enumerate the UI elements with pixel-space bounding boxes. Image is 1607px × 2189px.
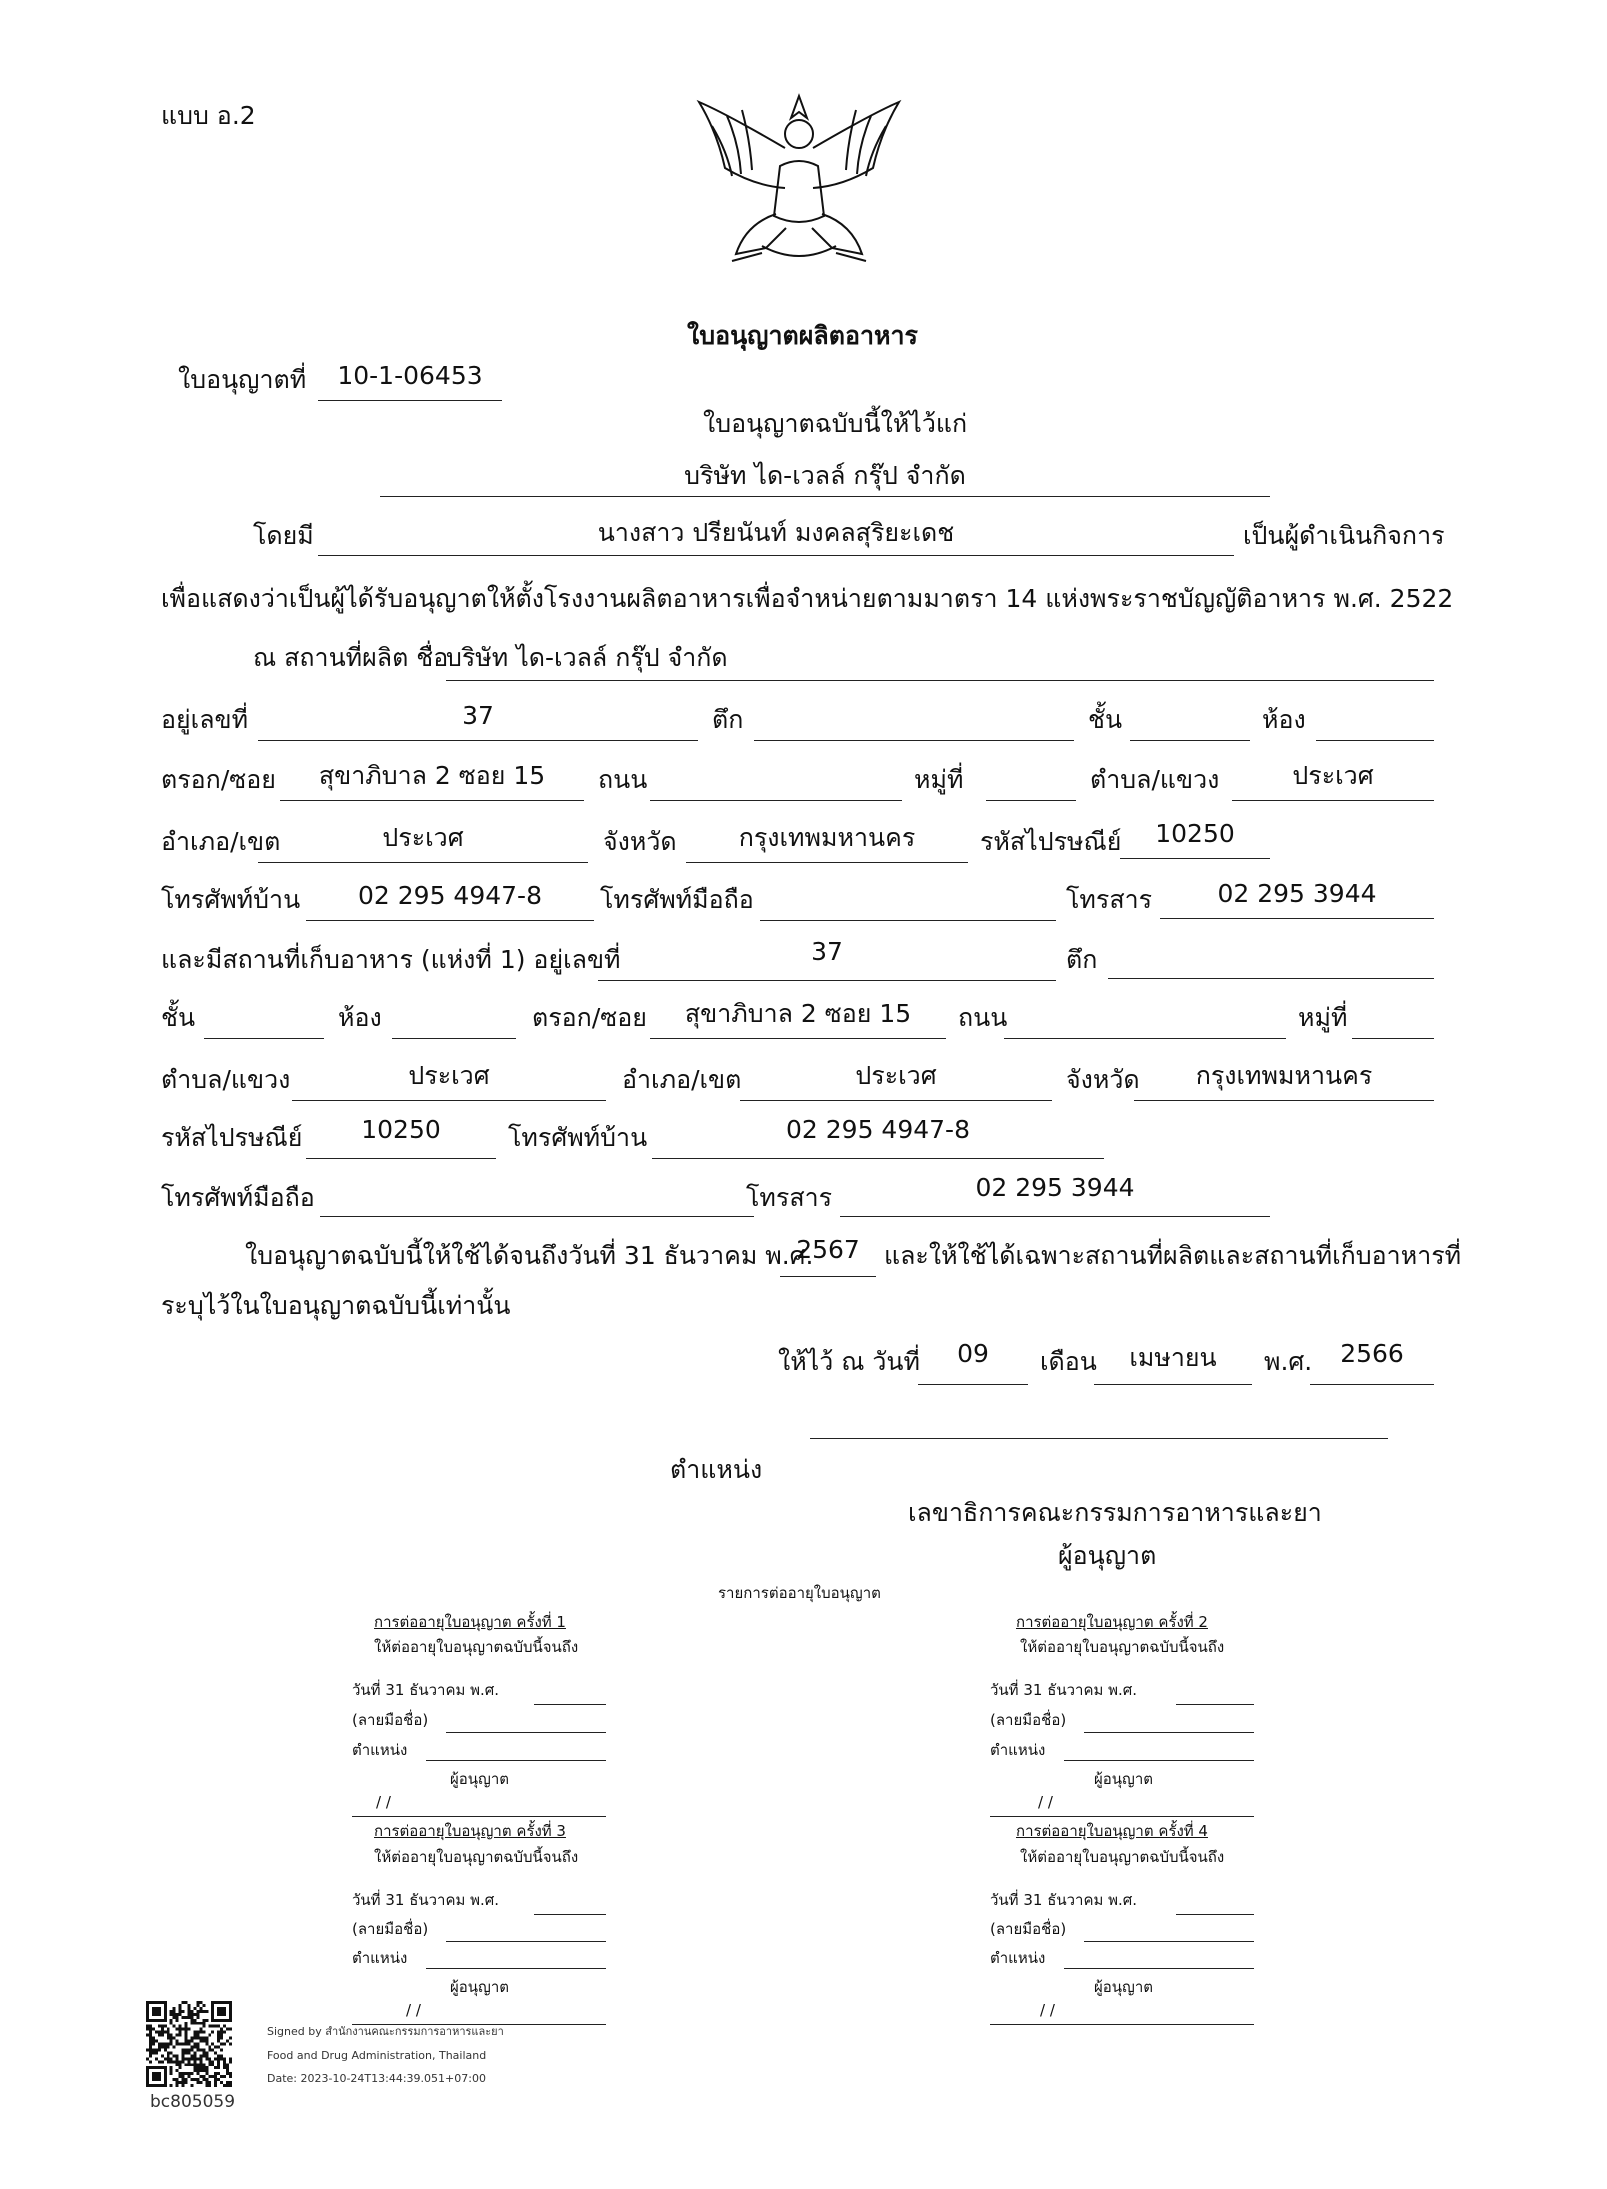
license-no-value: 10-1-06453 [337, 361, 483, 390]
site-district-line [258, 862, 588, 863]
issue-year: 2566 [1340, 1339, 1404, 1368]
site-mobile-label: โทรศัพท์มือถือ [600, 885, 754, 914]
site-district: ประเวศ [382, 823, 464, 852]
site-home-phone-label: โทรศัพท์บ้าน [161, 885, 301, 914]
storage-building-line [1108, 978, 1434, 979]
renewal-2-role: ผู้อนุญาต [1094, 1770, 1153, 1788]
site-house-label: อยู่เลขที่ [161, 705, 249, 734]
renewal-2-position-line [1064, 1760, 1254, 1761]
site-postcode-label: รหัสไปรษณีย์ [980, 827, 1122, 856]
validity-year: 2567 [796, 1235, 860, 1264]
renewal-3-position: ตำแหน่ง [352, 1949, 408, 1967]
renewal-3-signature-line [446, 1941, 606, 1942]
issue-day-line [918, 1384, 1028, 1385]
renewal-2-date-slashes: / / [1038, 1793, 1053, 1811]
renewal-4-role: ผู้อนุญาต [1094, 1978, 1153, 1996]
storage-floor-label: ชั้น [161, 1003, 196, 1032]
garuda-emblem [692, 86, 906, 286]
renewal-3-year-line [534, 1914, 606, 1915]
storage-moo-label: หมู่ที่ [1298, 1003, 1348, 1032]
site-postcode-line [1120, 858, 1270, 859]
renewal-4-extend: ให้ต่ออายุใบอนุญาตฉบับนี้จนถึง [1020, 1848, 1225, 1866]
storage-home-phone: 02 295 4947-8 [786, 1115, 970, 1144]
storage-fax-line [840, 1216, 1270, 1217]
renewal-1-date: วันที่ 31 ธันวาคม พ.ศ. [352, 1681, 500, 1699]
issue-given-label: ให้ไว้ ณ วันที่ [778, 1347, 920, 1376]
renewal-1-date-slashes: / / [376, 1793, 391, 1811]
storage-fax-label: โทรสาร [746, 1183, 833, 1212]
qr-code[interactable] [146, 2001, 232, 2087]
storage-subdistrict-label: ตำบล/แขวง [161, 1065, 291, 1094]
renewal-3-date-slashes: / / [406, 2001, 421, 2019]
renewal-3-date: วันที่ 31 ธันวาคม พ.ศ. [352, 1891, 500, 1909]
site-moo-label: หมู่ที่ [914, 765, 964, 794]
storage-district-line [740, 1100, 1052, 1101]
signer-title: เลขาธิการคณะกรรมการอาหารและยา [908, 1498, 1322, 1527]
storage-building-label: ตึก [1066, 945, 1098, 974]
storage-intro-label: และมีสถานที่เก็บอาหาร (แห่งที่ 1) อยู่เลขที่ [161, 945, 621, 974]
storage-soi-label: ตรอก/ซอย [532, 1003, 647, 1032]
site-building-label: ตึก [712, 705, 744, 734]
site-soi: สุขาภิบาล 2 ซอย 15 [318, 761, 546, 790]
renewal-1-position: ตำแหน่ง [352, 1741, 408, 1759]
site-room-label: ห้อง [1262, 705, 1306, 734]
storage-road-line [1004, 1038, 1286, 1039]
statement: เพื่อแสดงว่าเป็นผู้ได้รับอนุญาตให้ตั้งโรงงานผลิตอาหารเพื่อจำหน่ายตามมาตรา 14 แห่งพระราชบัญญัติอาหาร พ.ศ. 2522 [161, 584, 1454, 613]
renewal-2-bottom-line [990, 1816, 1254, 1817]
site-fax-line [1160, 918, 1434, 919]
site-home-phone: 02 295 4947-8 [358, 881, 542, 910]
renewal-1-extend: ให้ต่ออายุใบอนุญาตฉบับนี้จนถึง [374, 1638, 579, 1656]
renewal-4-bottom-line [990, 2024, 1254, 2025]
operator-suffix: เป็นผู้ดำเนินกิจการ [1243, 521, 1445, 550]
document-title: ใบอนุญาตผลิตอาหาร [687, 321, 918, 350]
position-label: ตำแหน่ง [670, 1455, 763, 1484]
validity-year-line [780, 1276, 876, 1277]
storage-province-label: จังหวัด [1066, 1065, 1140, 1094]
site-house-line [258, 740, 698, 741]
storage-moo-line [1352, 1038, 1434, 1039]
issued-to-label: ใบอนุญาตฉบับนี้ให้ไว้แก่ [703, 409, 968, 438]
operator-name: นางสาว ปรียนันท์ มงคลสุริยะเดช [597, 518, 955, 547]
signed-by: Signed by สำนักงานคณะกรรมการอาหารและยา [267, 2025, 504, 2038]
company-line [380, 496, 1270, 497]
renewals-title: รายการต่ออายุใบอนุญาต [718, 1584, 881, 1602]
site-moo-line [986, 800, 1076, 801]
renewal-4-position-line [1064, 1968, 1254, 1969]
storage-mobile-label: โทรศัพท์มือถือ [161, 1183, 315, 1212]
site-house-no: 37 [462, 701, 494, 730]
renewal-2-signature: (ลายมือชื่อ) [990, 1711, 1067, 1729]
issue-year-label: พ.ศ. [1264, 1347, 1313, 1376]
site-subdistrict: ประเวศ [1292, 761, 1374, 790]
license-no-line [318, 400, 502, 401]
doc-code: bc805059 [150, 2092, 236, 2112]
site-fax: 02 295 3944 [1217, 879, 1377, 908]
renewal-4-signature-line [1084, 1941, 1254, 1942]
renewal-2-year-line [1176, 1704, 1254, 1705]
renewal-1-signature-line [446, 1732, 606, 1733]
storage-province-line [1134, 1100, 1434, 1101]
renewal-3-extend: ให้ต่ออายุใบอนุญาตฉบับนี้จนถึง [374, 1848, 579, 1866]
renewal-1-title: การต่ออายุใบอนุญาต ครั้งที่ 1 [374, 1613, 566, 1631]
renewal-1-bottom-line [352, 1816, 606, 1817]
renewal-2-title: การต่ออายุใบอนุญาต ครั้งที่ 2 [1016, 1613, 1208, 1631]
site-floor-line [1130, 740, 1250, 741]
storage-postcode-label: รหัสไปรษณีย์ [161, 1123, 303, 1152]
storage-soi-line [650, 1038, 946, 1039]
site-mobile-line [760, 920, 1056, 921]
validity-suffix: และให้ใช้ได้เฉพาะสถานที่ผลิตและสถานที่เก็บอาหารที่ [884, 1241, 1462, 1270]
signed-date: Date: 2023-10-24T13:44:39.051+07:00 [267, 2072, 486, 2085]
site-label: ณ สถานที่ผลิต ชื่อ [253, 643, 449, 672]
site-subdistrict-line [1232, 800, 1434, 801]
renewal-2-extend: ให้ต่ออายุใบอนุญาตฉบับนี้จนถึง [1020, 1638, 1225, 1656]
site-postcode: 10250 [1155, 819, 1235, 848]
storage-postcode-line [306, 1158, 496, 1159]
storage-district: ประเวศ [855, 1061, 937, 1090]
storage-road-label: ถนน [958, 1003, 1008, 1032]
validity-prefix: ใบอนุญาตฉบับนี้ให้ใช้ได้จนถึงวันที่ 31 ธันวาคม พ.ศ. [245, 1241, 814, 1270]
renewal-1-position-line [426, 1760, 606, 1761]
issue-month: เมษายน [1129, 1343, 1217, 1372]
operator-line [318, 555, 1234, 556]
storage-fax: 02 295 3944 [975, 1173, 1135, 1202]
storage-soi: สุขาภิบาล 2 ซอย 15 [684, 999, 912, 1028]
signer-role: ผู้อนุญาต [1058, 1541, 1157, 1570]
renewal-2-date: วันที่ 31 ธันวาคม พ.ศ. [990, 1681, 1138, 1699]
site-road-label: ถนน [598, 765, 648, 794]
renewal-2-position: ตำแหน่ง [990, 1741, 1046, 1759]
signed-org: Food and Drug Administration, Thailand [267, 2049, 487, 2062]
issue-day: 09 [957, 1339, 989, 1368]
storage-postcode: 10250 [361, 1115, 441, 1144]
renewal-4-date-slashes: / / [1040, 2001, 1055, 2019]
site-building-line [754, 740, 1074, 741]
renewal-1-signature: (ลายมือชื่อ) [352, 1711, 429, 1729]
storage-subdistrict: ประเวศ [408, 1061, 490, 1090]
storage-room-label: ห้อง [338, 1003, 382, 1032]
issue-month-line [1094, 1384, 1252, 1385]
license-no-label: ใบอนุญาตที่ [178, 365, 307, 394]
validity-line2: ระบุไว้ในใบอนุญาตฉบับนี้เท่านั้น [161, 1291, 511, 1320]
storage-subdistrict-line [292, 1100, 606, 1101]
renewal-4-year-line [1176, 1914, 1254, 1915]
renewal-4-date: วันที่ 31 ธันวาคม พ.ศ. [990, 1891, 1138, 1909]
storage-province: กรุงเทพมหานคร [1195, 1061, 1373, 1090]
storage-floor-line [204, 1038, 324, 1039]
site-province-line [686, 862, 968, 863]
renewal-4-position: ตำแหน่ง [990, 1949, 1046, 1967]
site-name-line [446, 680, 1434, 681]
site-room-line [1316, 740, 1434, 741]
storage-room-line [392, 1038, 516, 1039]
site-floor-label: ชั้น [1088, 705, 1123, 734]
site-soi-line [280, 800, 584, 801]
site-soi-label: ตรอก/ซอย [161, 765, 276, 794]
issue-year-line [1310, 1384, 1434, 1385]
storage-home-phone-line [652, 1158, 1104, 1159]
storage-house-no: 37 [811, 937, 843, 966]
renewal-1-year-line [534, 1704, 606, 1705]
site-province-label: จังหวัด [603, 827, 677, 856]
renewal-1-role: ผู้อนุญาต [450, 1770, 509, 1788]
renewal-3-signature: (ลายมือชื่อ) [352, 1920, 429, 1938]
renewal-4-title: การต่ออายุใบอนุญาต ครั้งที่ 4 [1016, 1822, 1208, 1840]
form-code: แบบ อ.2 [161, 101, 256, 130]
site-fax-label: โทรสาร [1066, 885, 1153, 914]
renewal-2-signature-line [1084, 1732, 1254, 1733]
site-home-phone-line [306, 920, 594, 921]
signature-line [810, 1438, 1388, 1439]
renewal-3-role: ผู้อนุญาต [450, 1978, 509, 1996]
issue-month-label: เดือน [1040, 1347, 1097, 1376]
renewal-3-position-line [426, 1968, 606, 1969]
site-road-line [650, 800, 902, 801]
site-province: กรุงเทพมหานคร [738, 823, 916, 852]
renewal-4-signature: (ลายมือชื่อ) [990, 1920, 1067, 1938]
site-district-label: อำเภอ/เขต [161, 827, 281, 856]
company-name: บริษัท ได-เวลล์ กรุ๊ป จำกัด [684, 461, 966, 490]
renewal-3-title: การต่ออายุใบอนุญาต ครั้งที่ 3 [374, 1822, 566, 1840]
operator-label: โดยมี [253, 521, 314, 550]
site-name: บริษัท ได-เวลล์ กรุ๊ป จำกัด [446, 643, 728, 672]
storage-home-phone-label: โทรศัพท์บ้าน [508, 1123, 648, 1152]
storage-house-line [598, 980, 1056, 981]
storage-district-label: อำเภอ/เขต [622, 1065, 742, 1094]
storage-mobile-line [320, 1216, 754, 1217]
site-subdistrict-label: ตำบล/แขวง [1090, 765, 1220, 794]
